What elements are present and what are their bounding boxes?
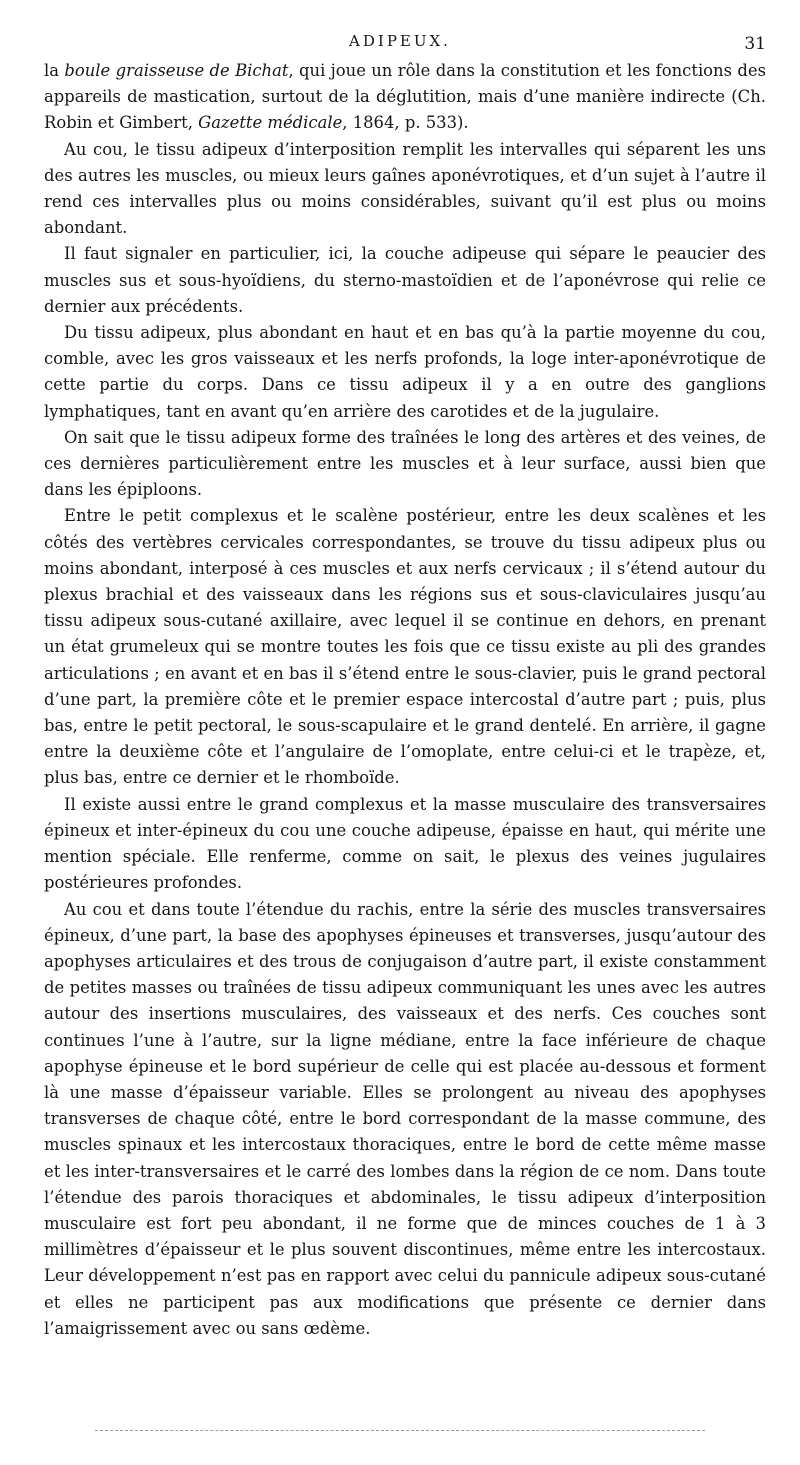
paragraph	[44, 58, 766, 137]
italic-run: boule graisseuse de Bichat	[64, 61, 289, 80]
text-run: Il existe aussi entre le grand complexus et la masse musculaire des transversaires épineux et inter-épineux du cou une couche adipeuse, épaisse en haut, qui mérite une mention spéciale. Elle renferme, comme on sait, le plexus des veines jugulaires postérieures profondes.	[44, 794, 766, 893]
page-number: 31	[744, 34, 766, 54]
paragraph	[44, 320, 766, 425]
text-run: , 1864, p. 533).	[342, 113, 469, 133]
text-run: Au cou, le tissu adipeux d’interposition remplit les intervalles qui séparent les uns des autres les muscles, ou mieux leurs gaînes aponévrotiques, et d’un sujet à l’autre il rend ces intervalles plus ou moins considérables, suivant qu’il est plus ou moins abondant.	[44, 139, 766, 238]
paragraph	[44, 897, 766, 1342]
body-text	[44, 58, 766, 1342]
text-run: Entre le petit complexus et le scalène postérieur, entre les deux scalènes et les côtés des vertèbres cervicales correspondantes, se trouve du tissu adipeux plus ou moins abondant, interposé à ces muscles et aux nerfs cervicaux ; il s’étend autour du plexus brachial et des vaisseaux dans les régions sus et sous-claviculaires jusqu’au tissu adipeux sous-cutané axillaire, avec lequel il se continue en dehors, en prenant un état grumeleux qui se montre toutes les fois que ce tissu existe au pli des grandes articulations ; en avant et en bas il s’étend entre le sous-clavier, puis le grand pectoral d’une part, la première côte et le premier espace intercostal d’autre part ; puis, plus bas, entre le petit pectoral, le sous-scapulaire et le grand dentelé. En arrière, il gagne entre la deuxième côte et l’angulaire de l’omoplate, entre celui-ci et le trapèze, et, plus bas, entre ce dernier et le rhomboïde.	[44, 506, 766, 788]
paragraph	[44, 241, 766, 320]
paragraph	[44, 792, 766, 897]
italic-run: Gazette médicale	[198, 113, 343, 133]
text-run: Il faut signaler en particulier, ici, la couche adipeuse qui sépare le peaucier des muscles sus et sous-hyoïdiens, du sterno-mastoïdien et de l’aponévrose qui relie ce dernier aux précédents.	[44, 244, 766, 316]
running-title: ADIPEUX.	[349, 32, 451, 50]
text-run: Au cou et dans toute l’étendue du rachis, entre la série des muscles transversaires épineux, d’une part, la base des apophyses épineuses et transverses, jusqu’autour des apophyses articulaires et des trous de conjugaison d’autre part, il existe constamment de petites masses ou traînées de tissu adipeux communiquant les unes avec les autres autour des insertions musculaires, des vaisseaux et des nerfs. Ces couches sont continues l’une à l’autre, sur la ligne médiane, entre la face inférieure de chaque apophyse épineuse et le bord supérieur de celle qui est placée au-dessous et forment là une masse d’épaisseur variable. Elles se prolongent au niveau des apophyses transverses de chaque côté, entre le bord correspondant de la masse commune, des muscles spinaux et les intercostaux thoraciques, entre le bord de cette même masse et les inter-transversaires et le carré des lombes dans la région de ce nom. Dans toute l’étendue des parois thoraciques et abdominales, le tissu adipeux d’interposition musculaire est fort peu abondant, il ne forme que de minces couches de 1 à 3 millimètres d’épaisseur et le plus souvent discontinues, même entre les intercostaux. Leur développement n’est pas en rapport avec celui du pannicule adipeux sous-cutané et elles ne participent pas aux modifications que présente ce dernier dans l’amaigrissement avec ou sans œdème.	[44, 899, 766, 1338]
paragraph	[44, 137, 766, 242]
text-run: On sait que le tissu adipeux forme des traînées le long des artères et des veines, de ces dernières particulièrement entre les muscles et à leur surface, aussi bien que dans les épiploons.	[44, 427, 766, 500]
paragraph	[44, 425, 766, 504]
footer-dashed-rule	[95, 1430, 705, 1431]
text-run: la	[44, 61, 65, 80]
paragraph	[44, 503, 766, 791]
text-run: , qui joue un rôle dans la constitution et les fonctions des appareils de mastication, surtout de la déglutition, mais d’une manière indirecte (Ch. Robin et Gimbert,	[44, 61, 766, 133]
text-run: Du tissu adipeux, plus abondant en haut et en bas qu’à la partie moyenne du cou, comble, avec les gros vaisseaux et les nerfs profonds, la loge inter-aponévrotique de cette partie du corps. Dans ce tissu adipeux il y a en outre des ganglions lymphatiques, tant en avant qu’en arrière des carotides et de la jugulaire.	[44, 323, 766, 421]
